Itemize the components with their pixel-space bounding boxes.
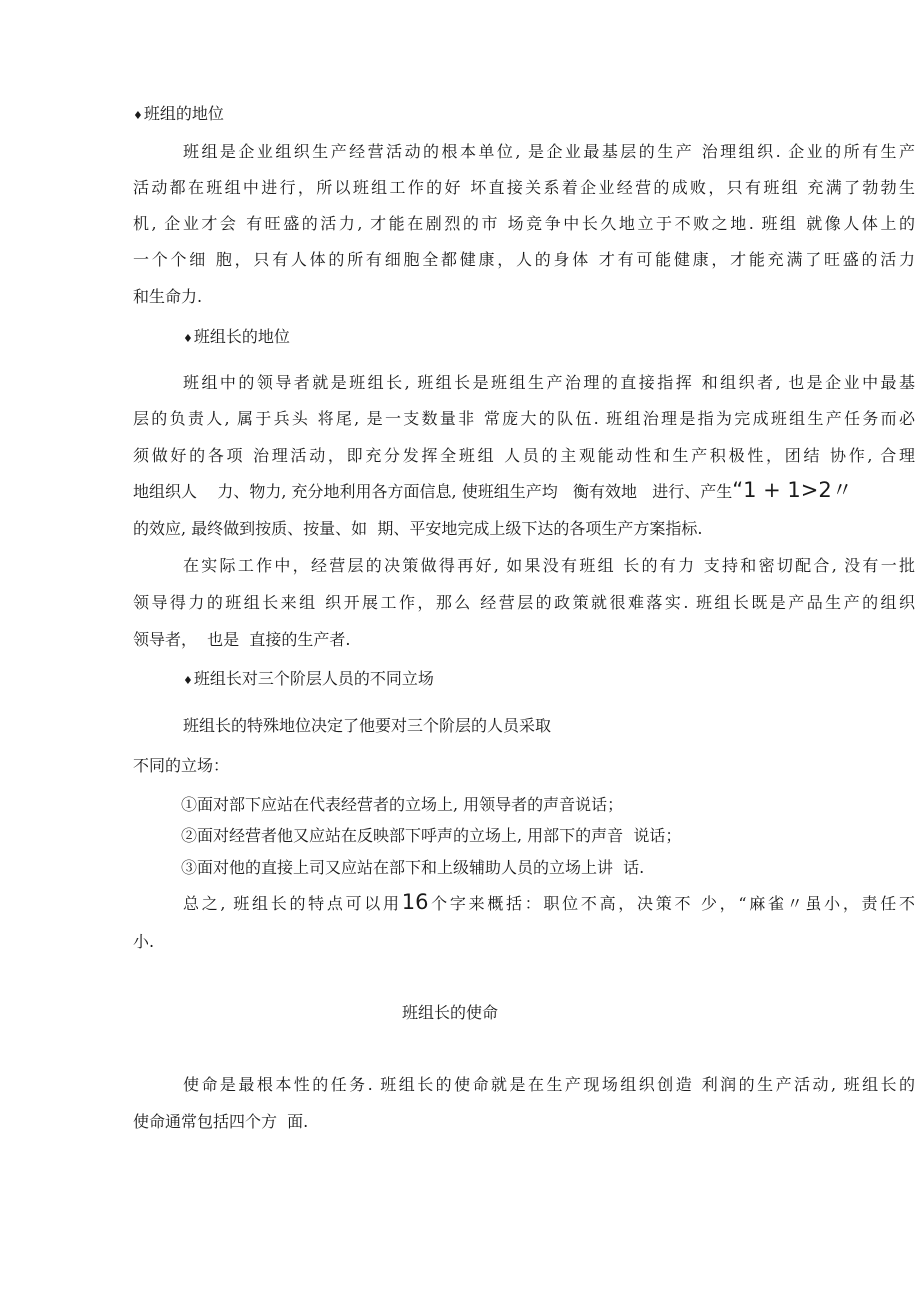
section-title: 班组长的使命 <box>401 1003 498 1022</box>
paragraph-line: 层的负责人, 属于兵头 将尾, 是一支数量非 常庞大的队伍. 班组治理是指为完成班组生产任务而必 <box>133 409 915 428</box>
list-item: ①面对部下应站在代表经营者的立场上, 用领导者的声音说话； <box>181 795 624 814</box>
list-item: ③面对他的直接上司又应站在部下和上级辅助人员的立场上讲 话. <box>181 858 645 877</box>
formula-text: “1 + 1>2〃 <box>732 478 853 502</box>
paragraph-line: 班组中的领导者就是班组长, 班组长是班组生产治理的直接指挥 和组织者, 也是企业中最基 <box>183 373 915 392</box>
paragraph-line: 一个个细 胞，只有人体的所有细胞全都健康，人的身体 才有可能健康，才能充满了旺盛的活力 <box>133 250 915 269</box>
paragraph-line: 的效应, 最终做到按质、按量、如 期、平安地完成上级下达的各项生产方案指标. <box>133 519 703 538</box>
heading-text: 班组的地位 <box>143 104 224 123</box>
paragraph-line <box>133 480 853 502</box>
paragraph-line: 在实际工作中，经营层的决策做得再好, 如果没有班组 长的有力 支持和密切配合, 没有一批 <box>183 556 915 575</box>
paragraph-line: 使命是最根本性的任务. 班组长的使命就是在生产现场组织创造 利润的生产活动, 班组长的 <box>183 1075 915 1094</box>
paragraph-line: 班组是企业组织生产经营活动的根本单位, 是企业最基层的生产 治理组织. 企业的所有生产 <box>183 142 915 161</box>
paragraph-line <box>183 892 915 914</box>
paragraph-line: 领导得力的班组长来组 织开展工作，那么 经营层的政策就很难落实. 班组长既是产品生产的组织 <box>133 593 915 612</box>
number-text: 16 <box>401 890 429 914</box>
heading-text: 班组长的地位 <box>193 327 290 346</box>
paragraph-line: 和生命力. <box>133 287 203 306</box>
paragraph-line: 须做好的各项 治理活动，即充分发挥全班组 人员的主观能动性和生产积极性，团结 协作, 合理 <box>133 446 915 465</box>
paragraph-line: 活动都在班组中进行，所以班组工作的好 坏直接关系着企业经营的成败，只有班组 充满了勃勃生 <box>133 178 915 197</box>
paragraph-line: 小. <box>133 932 155 951</box>
section-heading <box>183 327 290 349</box>
line-text: 个字来概括：职位不高，决策不 少，“麻雀〃虽小，责任不 <box>428 894 915 913</box>
diamond-bullet-icon: ♦ <box>183 674 193 687</box>
line-text: 总之, 班组长的特点可以用 <box>183 894 402 913</box>
paragraph-line: 机, 企业才会 有旺盛的活力, 才能在剧烈的市 场竞争中长久地立于不败之地. 班组 就像人体上的 <box>133 214 915 233</box>
heading-text: 班组长对三个阶层人员的不同立场 <box>193 669 434 688</box>
paragraph-line: 使命通常包括四个方 面. <box>133 1112 309 1131</box>
paragraph-line: 班组长的特殊地位决定了他要对三个阶层的人员采取 <box>183 716 552 735</box>
section-heading <box>133 104 224 126</box>
section-heading <box>183 669 434 691</box>
diamond-bullet-icon: ♦ <box>133 109 143 122</box>
diamond-bullet-icon: ♦ <box>183 332 193 345</box>
paragraph-line: 领导者， 也是 直接的生产者. <box>133 630 351 649</box>
list-item: ②面对经营者他又应站在反映部下呼声的立场上, 用部下的声音 说话； <box>181 826 682 845</box>
line-text: 地组织人 力、物力, 充分地利用各方面信息, 使班组生产均 衡有效地 进行、产生 <box>133 482 733 501</box>
paragraph-line: 不同的立场： <box>133 756 230 775</box>
